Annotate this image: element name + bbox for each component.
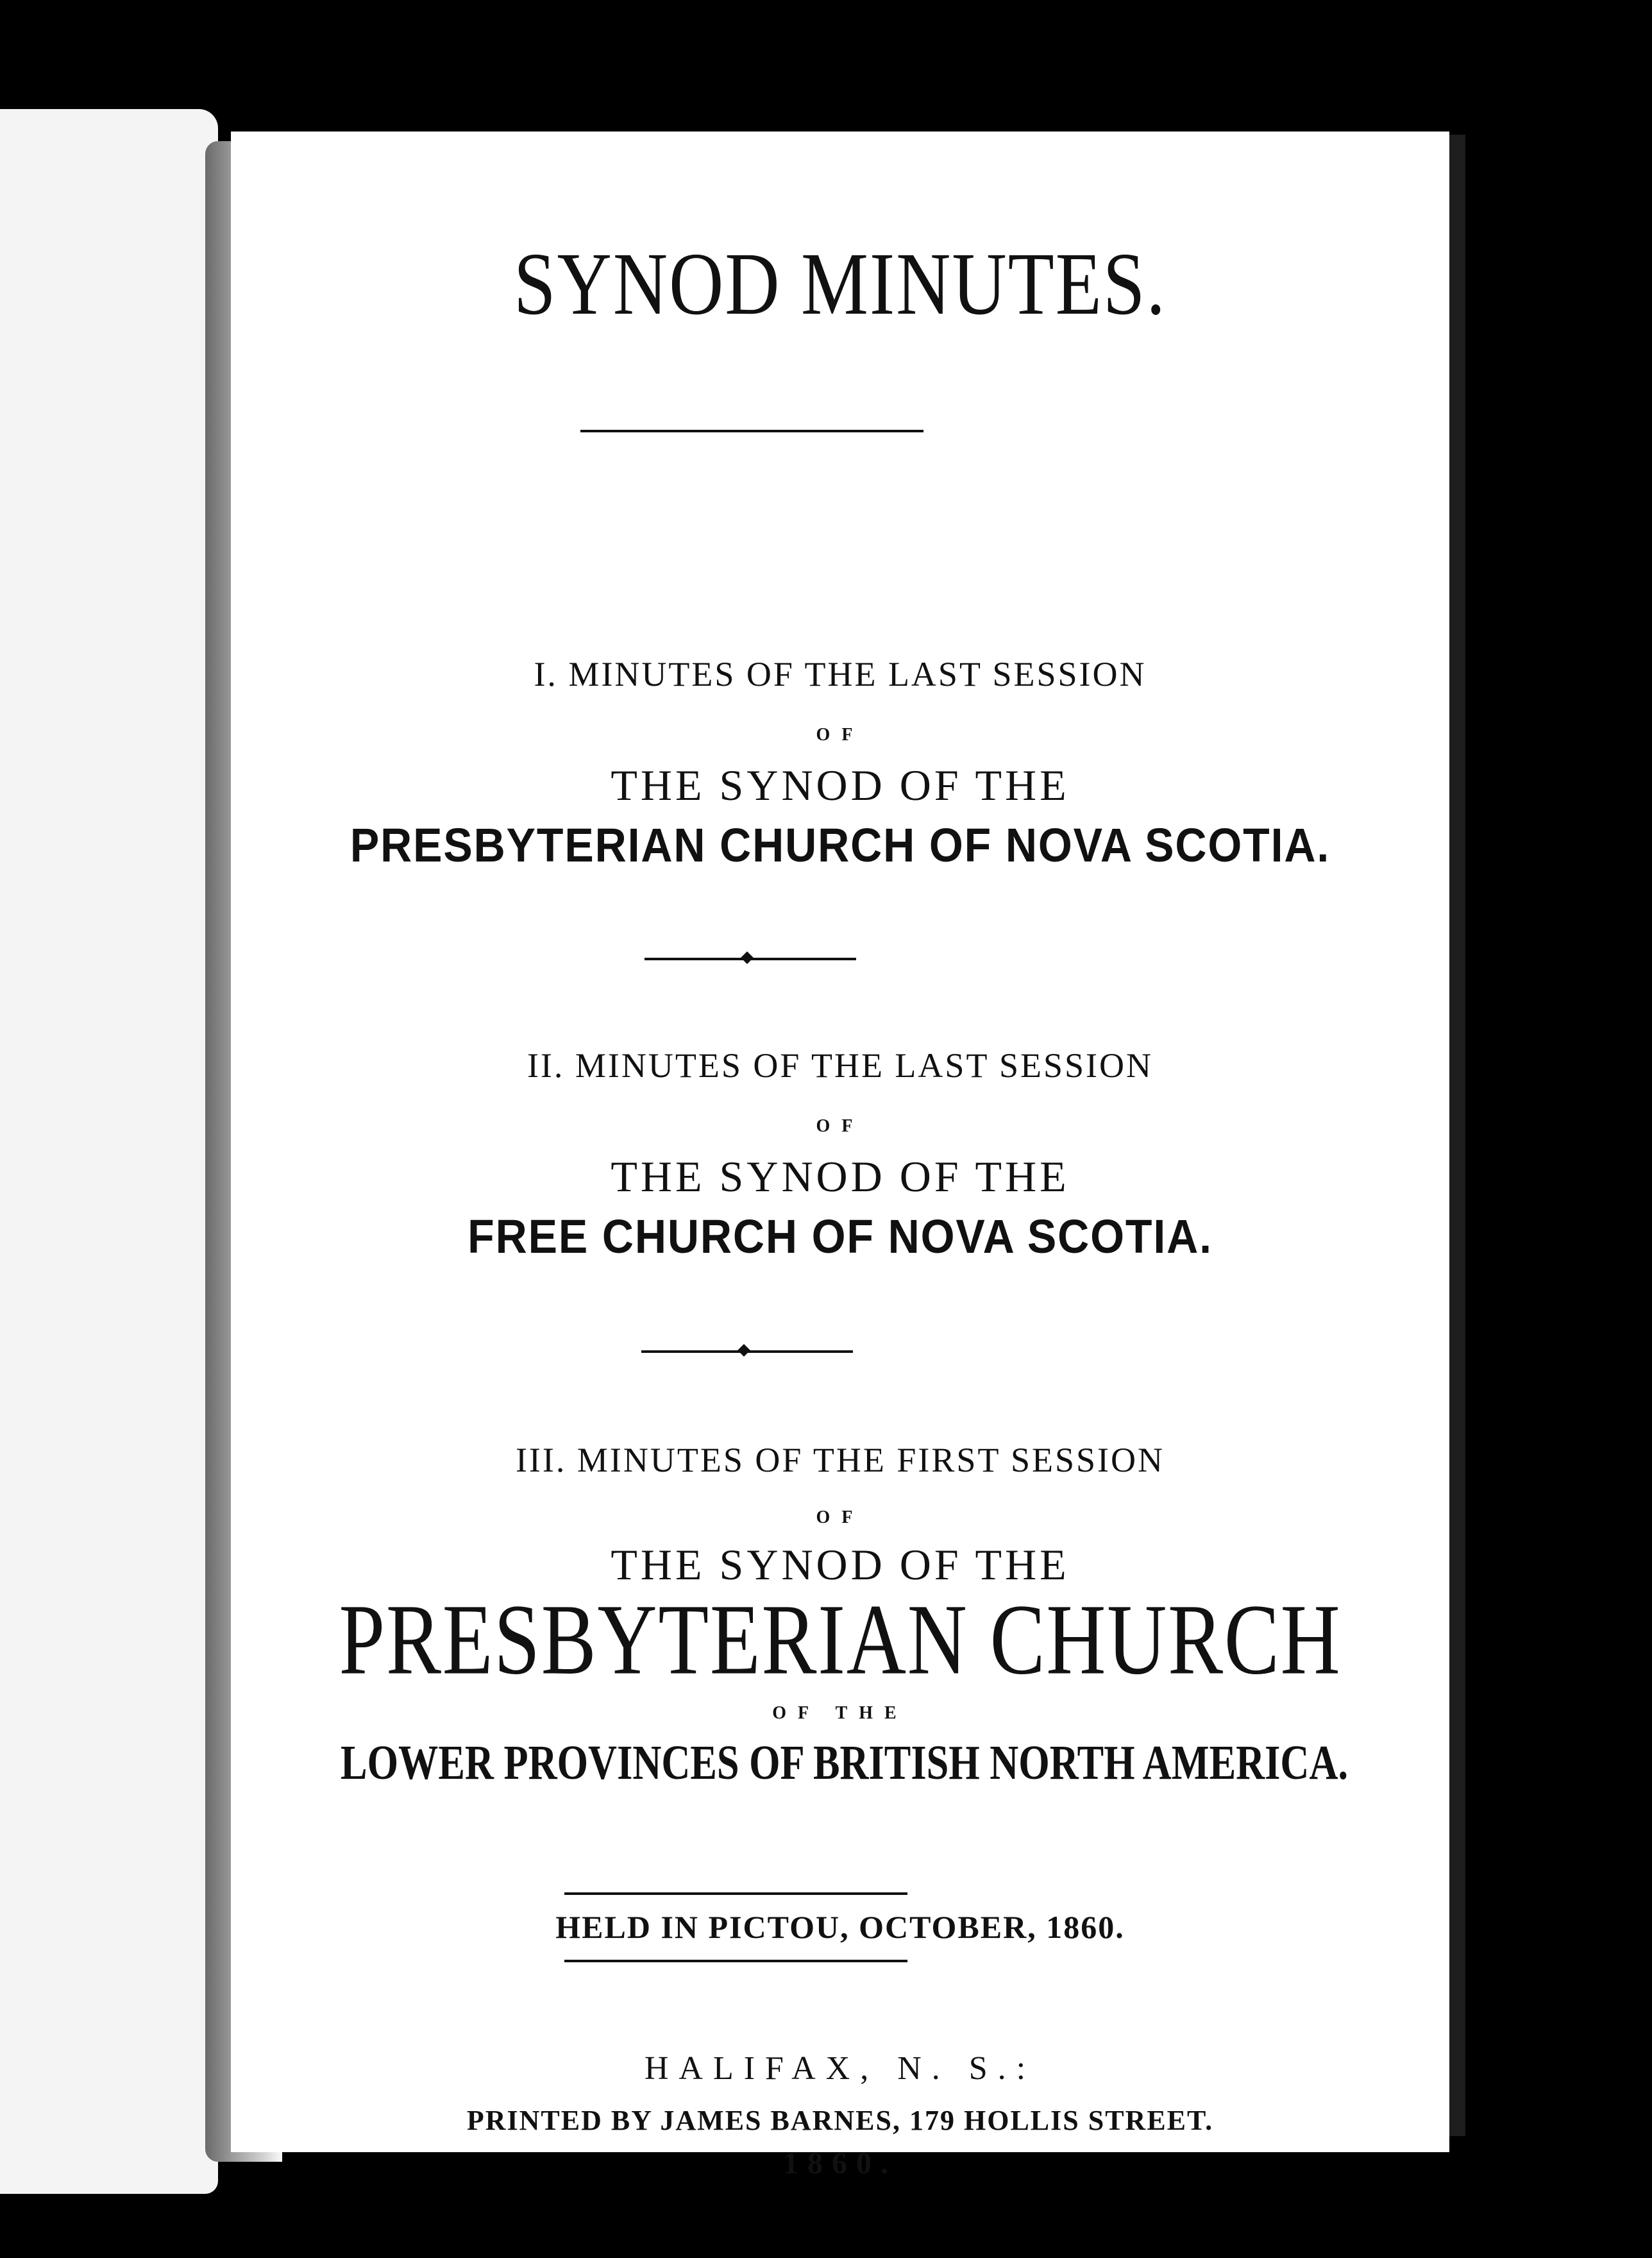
- section-3-synod: THE SYNOD OF THE: [611, 1540, 1070, 1589]
- section-2-heading: II. MINUTES OF THE LAST SESSION: [527, 1046, 1154, 1085]
- ornament-divider-1: [645, 951, 856, 967]
- section-3-provinces: LOWER PROVINCES OF BRITISH NORTH AMERICA.: [341, 1736, 1349, 1790]
- section-1-of: OF: [816, 725, 864, 745]
- section-2-synod: THE SYNOD OF THE: [611, 1152, 1070, 1201]
- title-page: [231, 132, 1449, 2180]
- page-title: SYNOD MINUTES.: [514, 234, 1167, 334]
- section-3-heading: III. MINUTES OF THE FIRST SESSION: [515, 1441, 1165, 1479]
- imprint-year: 1860.: [783, 2146, 897, 2180]
- title-rule: [580, 430, 923, 432]
- imprint-place: HALIFAX, N. S.:: [644, 2050, 1036, 2087]
- section-1-synod: THE SYNOD OF THE: [611, 761, 1070, 810]
- ornament-divider-2: [641, 1344, 853, 1359]
- section-3-of-the: OF THE: [772, 1703, 908, 1723]
- section-1-church: PRESBYTERIAN CHURCH OF NOVA SCOTIA.: [350, 819, 1331, 872]
- held-rule-bottom: [564, 1960, 907, 1962]
- held-rule-top: [564, 1892, 907, 1895]
- section-2-of: OF: [816, 1116, 864, 1136]
- held-line: HELD IN PICTOU, OCTOBER, 1860.: [555, 1909, 1125, 1945]
- section-3-of: OF: [816, 1507, 864, 1527]
- imprint-printer: PRINTED BY JAMES BARNES, 179 HOLLIS STREET.: [466, 2105, 1214, 2136]
- section-2-church: FREE CHURCH OF NOVA SCOTIA.: [468, 1210, 1213, 1263]
- facing-page: [0, 109, 218, 2194]
- section-1-heading: I. MINUTES OF THE LAST SESSION: [534, 655, 1147, 693]
- section-3-church: PRESBYTERIAN CHURCH: [339, 1583, 1342, 1696]
